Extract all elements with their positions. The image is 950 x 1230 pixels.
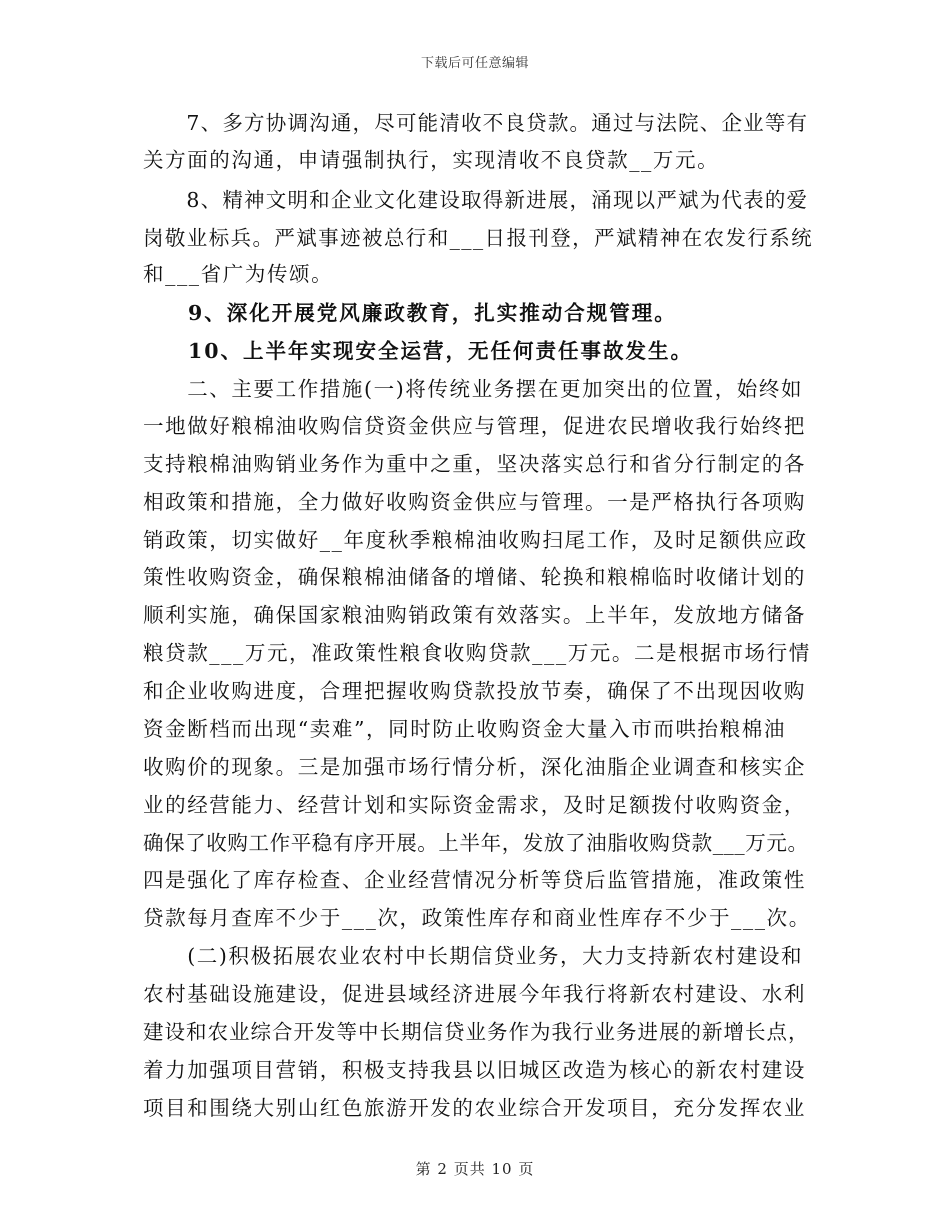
- text-line: 二、主要工作措施(一)将传统业务摆在更加突出的位置，始终如: [143, 377, 804, 401]
- text-line: 8、精神文明和企业文化建设取得新进展，涌现以严斌为代表的爱: [143, 188, 809, 212]
- text-line: 相政策和措施，全力做好收购资金供应与管理。一是严格执行各项购: [143, 490, 806, 514]
- page-footer: 第 2 页共 10 页: [415, 1160, 535, 1178]
- text-line: 顺利实施，确保国家粮油购销政策有效落实。上半年，发放地方储备: [143, 603, 806, 627]
- text-line: 资金断档而出现“卖难”，同时防止收购资金大量入市而哄抬粮棉油: [143, 717, 786, 741]
- text-line: 和___省广为传颂。: [143, 262, 334, 286]
- text-line: 着力加强项目营销，积极支持我县以旧城区改造为核心的新农村建设: [143, 1058, 806, 1082]
- text-line-bold: 10、上半年实现安全运营，无任何责任事故发生。: [143, 339, 694, 363]
- text-line: 和企业收购进度，合理把握收购贷款投放节奏，确保了不出现因收购: [143, 679, 806, 703]
- text-line: 业的经营能力、经营计划和实际资金需求，及时足额拨付收购资金，: [143, 793, 806, 817]
- page-header: 下载后可任意编辑: [420, 56, 529, 71]
- text-line: 确保了收购工作平稳有序开展。上半年，发放了油脂收购贷款___万元。: [143, 831, 809, 855]
- text-line: (二)积极拓展农业农村中长期信贷业务，大力支持新农村建设和: [143, 944, 804, 968]
- text-line: 岗敬业标兵。严斌事迹被总行和___日报刊登，严斌精神在农发行系统: [143, 226, 814, 250]
- text-line: 关方面的沟通，申请强制执行，实现清收不良贷款__万元。: [143, 148, 720, 172]
- text-line: 收购价的现象。三是加强市场行情分析，深化油脂企业调查和核实企: [143, 755, 806, 779]
- text-line: 贷款每月查库不少于___次，政策性库存和商业性库存不少于___次。: [143, 906, 811, 930]
- text-line-bold: 9、深化开展党风廉政教育，扎实推动合规管理。: [143, 301, 677, 325]
- text-line: 粮贷款___万元，准政策性粮食收购贷款___万元。二是根据市场行情: [143, 641, 811, 665]
- text-line: 农村基础设施建设，促进县域经济进展今年我行将新农村建设、水利: [143, 982, 806, 1006]
- text-line: 销政策，切实做好__年度秋季粮棉油收购扫尾工作，及时足额供应政: [143, 528, 808, 552]
- text-line: 建设和农业综合开发等中长期信贷业务作为我行业务进展的新增长点，: [143, 1020, 810, 1044]
- text-line: 一地做好粮棉油收购信贷资金供应与管理，促进农民增收我行始终把: [143, 414, 806, 438]
- text-line: 项目和围绕大别山红色旅游开发的农业综合开发项目，充分发挥农业: [143, 1096, 806, 1120]
- text-line: 支持粮棉油购销业务作为重中之重，坚决落实总行和省分行制定的各: [143, 452, 806, 476]
- text-line: 7、多方协调沟通，尽可能清收不良贷款。通过与法院、企业等有: [143, 111, 809, 135]
- text-line: 四是强化了库存检查、企业经营情况分析等贷后监管措施，准政策性: [143, 868, 806, 892]
- text-line: 策性收购资金，确保粮棉油储备的增储、轮换和粮棉临时收储计划的: [143, 565, 806, 589]
